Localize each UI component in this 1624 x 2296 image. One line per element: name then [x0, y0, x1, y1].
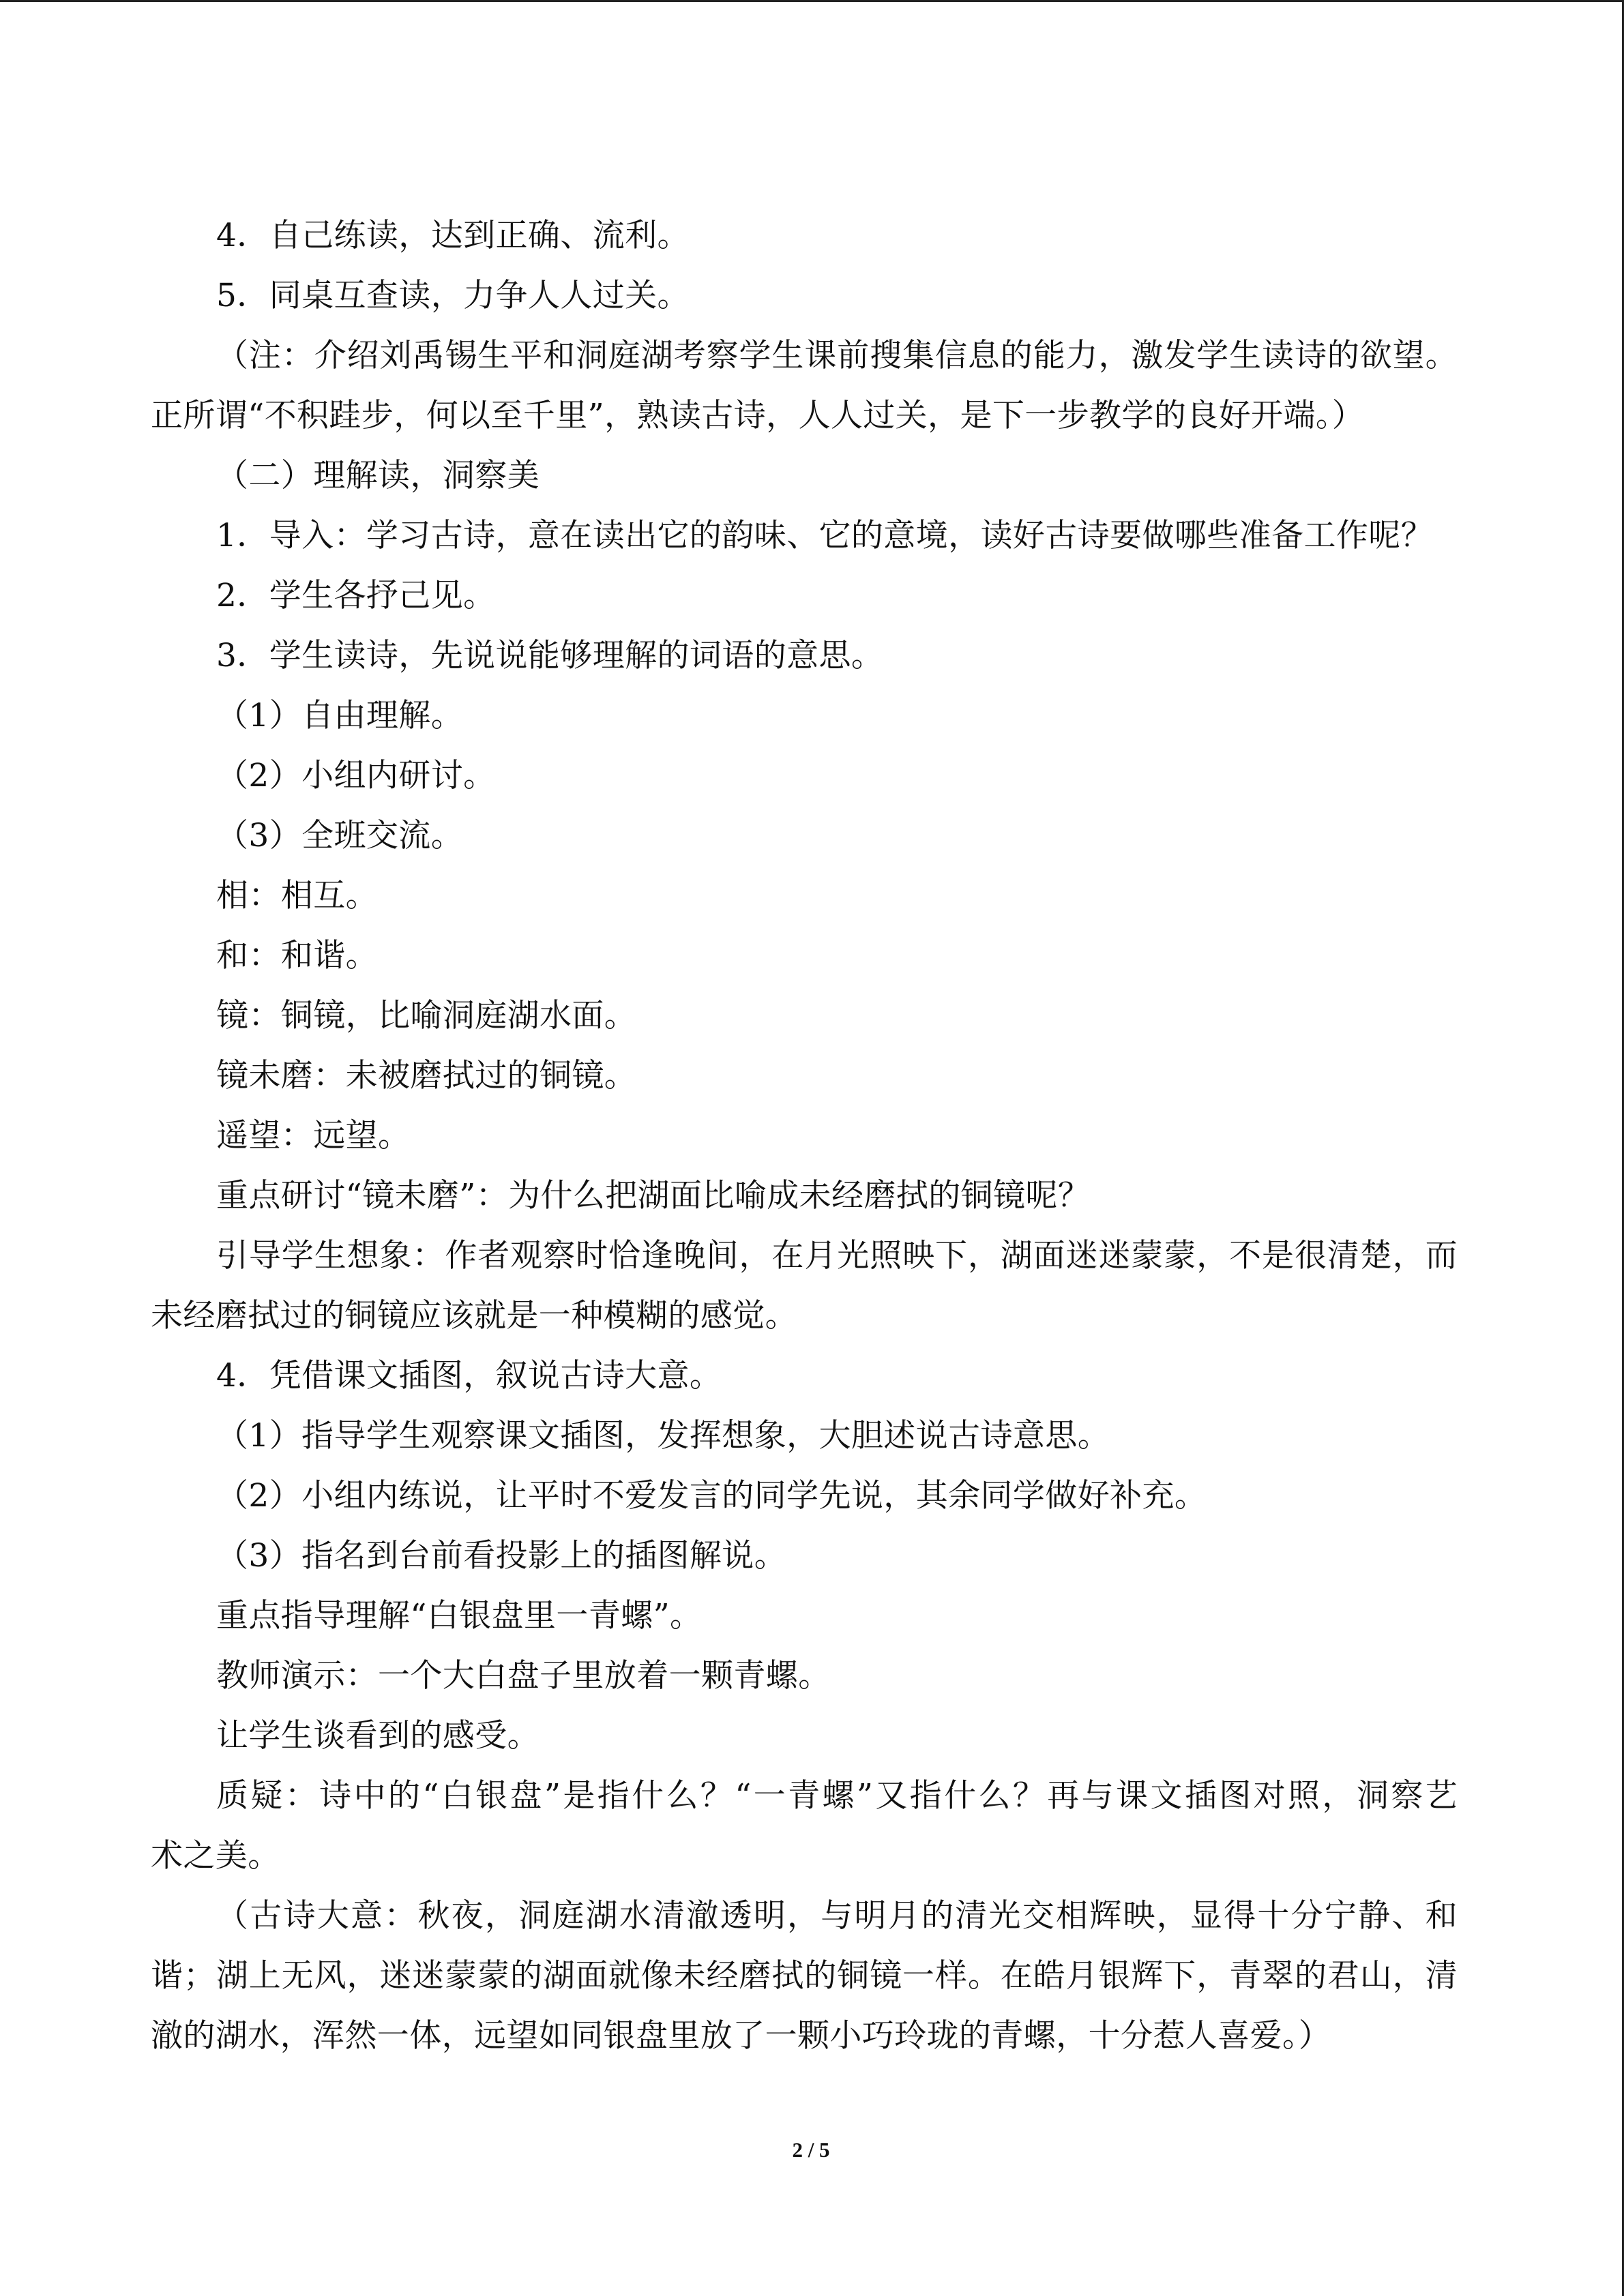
step-item-line: 2．学生各抒己见。 [216, 577, 496, 614]
guidance-paragraph-line: 未经磨拭过的铜镜应该就是一种模糊的感觉。 [151, 1297, 797, 1335]
teacher-demo-line: 教师演示：一个大白盘子里放着一颗青螺。 [216, 1657, 831, 1695]
poem-meaning-note-line: （古诗大意：秋夜，洞庭湖水清澈透明，与明月的清光交相辉映，显得十分宁静、和 [216, 1897, 1458, 1935]
definition-item [151, 1046, 1458, 1106]
sub-step-item-line: （2）小组内研讨。 [216, 757, 496, 794]
focus-discussion-paragraph [151, 1166, 1458, 1226]
question-paragraph-line: 质疑：诗中的“白银盘”是指什么？“一青螺”又指什么？再与课文插图对照，洞察艺 [216, 1777, 1458, 1815]
step-item [151, 1346, 1458, 1406]
focus-discussion-line: 重点指导理解“白银盘里一青螺”。 [216, 1597, 703, 1635]
page-number: 2 / 5 [792, 2138, 830, 2162]
sub-step-item [151, 1406, 1458, 1466]
poem-meaning-note-line: 谐；湖上无风，迷迷蒙蒙的湖面就像未经磨拭的铜镜一样。在皓月银辉下，青翠的君山，清 [151, 1957, 1458, 1995]
step-item-line: 4．凭借课文插图，叙说古诗大意。 [216, 1357, 722, 1395]
poem-meaning-note [151, 1886, 1458, 2066]
definition-item [151, 926, 1458, 986]
guidance-paragraph-line: 引导学生想象：作者观察时恰逢晚间，在月光照映下，湖面迷迷蒙蒙，不是很清楚，而 [216, 1237, 1458, 1274]
sub-step-item-line: （1）指导学生观察课文插图，发挥想象，大胆述说古诗意思。 [216, 1417, 1110, 1455]
question-paragraph-line: 术之美。 [151, 1837, 280, 1875]
sub-step-item [151, 1526, 1458, 1586]
sub-step-item [151, 806, 1458, 866]
student-activity-paragraph [151, 1706, 1458, 1766]
sub-step-item-line: （1）自由理解。 [216, 697, 464, 734]
section-heading [151, 446, 1458, 506]
step-item [151, 626, 1458, 686]
sub-step-item [151, 746, 1458, 806]
step-item [151, 506, 1458, 566]
note-paragraph [151, 326, 1458, 446]
student-activity-line: 让学生谈看到的感受。 [216, 1717, 540, 1755]
definition-item-line: 镜：铜镜，比喻洞庭湖水面。 [216, 997, 637, 1034]
document-body [151, 206, 1458, 2066]
sub-step-item [151, 1466, 1458, 1526]
sub-step-item-line: （2）小组内练说，让平时不爱发言的同学先说，其余同学做好补充。 [216, 1477, 1207, 1515]
guidance-paragraph [151, 1226, 1458, 1346]
sub-step-item-line: （3）指名到台前看投影上的插图解说。 [216, 1537, 787, 1575]
note-paragraph-line: 正所谓“不积跬步，何以至千里”，熟读古诗，人人过关，是下一步教学的良好开端。） [151, 397, 1365, 434]
question-paragraph [151, 1766, 1458, 1886]
focus-discussion-paragraph [151, 1586, 1458, 1646]
step-item-line: 5．同桌互查读，力争人人过关。 [216, 277, 690, 314]
step-item-line: 4．自己练读，达到正确、流利。 [216, 217, 690, 254]
definition-item-line: 相：相互。 [216, 877, 378, 914]
step-item [151, 566, 1458, 626]
definition-item-line: 遥望：远望。 [216, 1117, 411, 1154]
teacher-demo-paragraph [151, 1646, 1458, 1706]
step-item-line: 3．学生读诗，先说说能够理解的词语的意思。 [216, 637, 884, 674]
note-paragraph-line: （注：介绍刘禹锡生平和洞庭湖考察学生课前搜集信息的能力，激发学生读诗的欲望。 [216, 337, 1458, 374]
step-item [151, 266, 1458, 326]
definition-item [151, 866, 1458, 926]
step-item [151, 206, 1458, 266]
definition-item [151, 986, 1458, 1046]
definition-item-line: 和：和谐。 [216, 937, 378, 974]
poem-meaning-note-line: 澈的湖水，浑然一体，远望如同银盘里放了一颗小巧玲珑的青螺，十分惹人喜爱。） [151, 2017, 1331, 2055]
definition-item-line: 镜未磨：未被磨拭过的铜镜。 [216, 1057, 637, 1094]
step-item-line: 1．导入：学习古诗，意在读出它的韵味、它的意境，读好古诗要做哪些准备工作呢？ [216, 517, 1434, 554]
sub-step-item-line: （3）全班交流。 [216, 817, 464, 854]
focus-discussion-line: 重点研讨“镜未磨”：为什么把湖面比喻成未经磨拭的铜镜呢？ [216, 1177, 1091, 1214]
sub-step-item [151, 686, 1458, 746]
definition-item [151, 1106, 1458, 1166]
section-heading-line: （二）理解读，洞察美 [216, 457, 540, 494]
